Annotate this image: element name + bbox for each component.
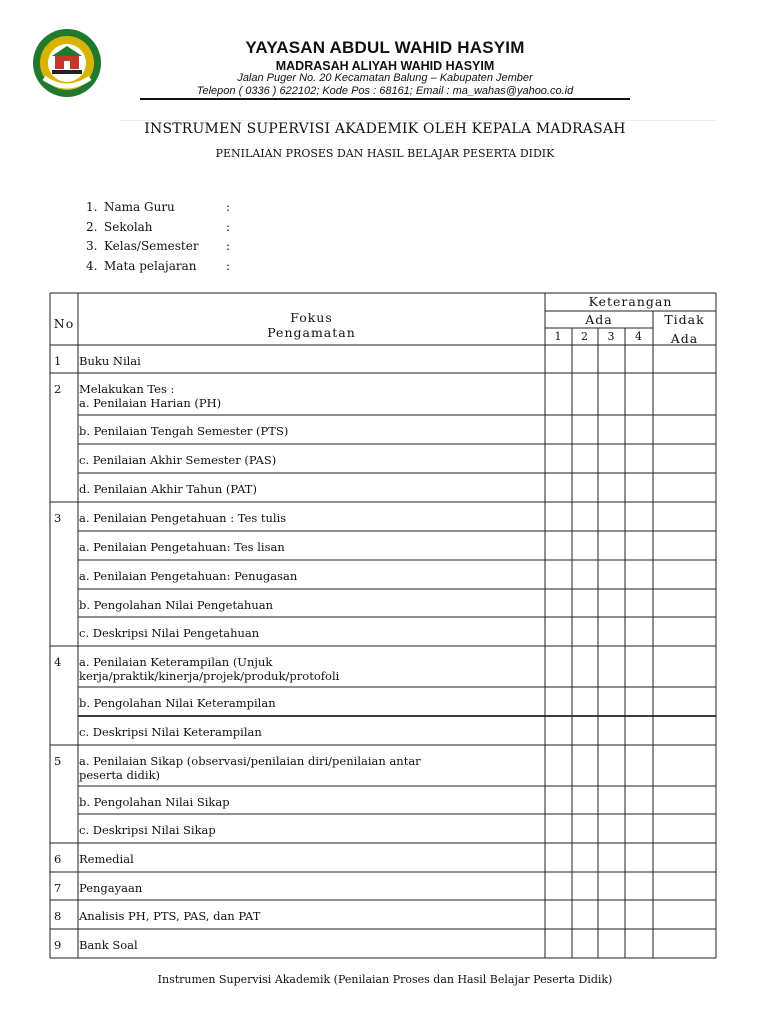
focus-item-text: Melakukan Tes : — [79, 382, 175, 396]
identity-colon: : — [226, 200, 231, 214]
header-no: No — [53, 316, 75, 331]
identity-label: Mata pelajaran — [104, 258, 197, 273]
focus-item-text: b. Penilaian Tengah Semester (PTS) — [79, 424, 289, 438]
focus-item-text: a. Penilaian Pengetahuan: Tes lisan — [79, 540, 285, 554]
focus-item-text: c. Deskripsi Nilai Sikap — [79, 823, 216, 837]
focus-item-text: a. Penilaian Pengetahuan : Tes tulis — [79, 511, 287, 525]
header-score-4: 4 — [635, 330, 643, 343]
identity-colon: : — [226, 219, 231, 234]
school-name: MADRASAH ALIYAH WAHID HASYIM — [275, 59, 495, 73]
focus-item-text: b. Pengolahan Nilai Pengetahuan — [79, 598, 274, 612]
identity-number: 3. — [86, 239, 98, 253]
focus-item-text: a. Penilaian Pengetahuan: Penugasan — [79, 569, 298, 583]
focus-item-text: c. Deskripsi Nilai Keterampilan — [79, 725, 262, 739]
header-ada: Ada — [585, 312, 613, 327]
header-keterangan: Keterangan — [588, 294, 673, 309]
identity-label: Nama Guru — [104, 200, 175, 214]
focus-item-text: kerja/praktik/kinerja/projek/produk/protofoli — [79, 669, 340, 683]
header-score-1: 1 — [554, 330, 563, 343]
header-pengamatan: Pengamatan — [267, 325, 356, 340]
focus-item-text: b. Pengolahan Nilai Sikap — [79, 795, 230, 809]
identity-number: 2. — [86, 219, 98, 234]
header-score-3: 3 — [607, 330, 616, 343]
row-number: 2 — [54, 382, 62, 396]
row-number: 8 — [54, 909, 62, 923]
row-number: 9 — [54, 938, 62, 952]
focus-item-text: a. Penilaian Keterampilan (Unjuk — [79, 655, 273, 669]
focus-item-text: c. Deskripsi Nilai Pengetahuan — [79, 626, 260, 640]
focus-item-text: d. Penilaian Akhir Tahun (PAT) — [79, 482, 257, 496]
header-score-2: 2 — [581, 330, 589, 343]
identity-label: Kelas/Semester — [104, 239, 199, 253]
focus-item-text: Analisis PH, PTS, PAS, dan PAT — [79, 909, 261, 923]
focus-item-text: a. Penilaian Harian (PH) — [79, 396, 222, 410]
identity-colon: : — [226, 258, 231, 273]
row-number: 3 — [54, 511, 62, 525]
focus-item-text: Buku Nilai — [79, 354, 141, 368]
identity-number: 4. — [86, 258, 98, 273]
header-tidak-ada: Ada — [670, 331, 699, 346]
focus-item-text: Remedial — [79, 852, 134, 866]
identity-colon: : — [226, 239, 231, 253]
document-subtitle: PENILAIAN PROSES DAN HASIL BELAJAR PESERTA DIDIK — [215, 147, 555, 160]
focus-item-text: a. Penilaian Sikap (observasi/penilaian diri/penilaian antar — [79, 754, 421, 768]
footer-caption: Instrumen Supervisi Akademik (Penilaian Proses dan Hasil Belajar Peserta Didik) — [157, 973, 613, 986]
header-tidak: Tidak — [664, 312, 705, 327]
row-number: 5 — [54, 754, 62, 768]
header-fokus: Fokus — [290, 310, 333, 325]
focus-item-text: c. Penilaian Akhir Semester (PAS) — [79, 453, 277, 467]
focus-item-text: peserta didik) — [79, 768, 161, 782]
focus-item-text: b. Pengolahan Nilai Keterampilan — [79, 696, 276, 710]
document-title: INSTRUMEN SUPERVISI AKADEMIK OLEH KEPALA MADRASAH — [144, 121, 626, 137]
identity-label: Sekolah — [104, 219, 153, 234]
row-number: 4 — [54, 655, 62, 669]
focus-item-text: Pengayaan — [79, 881, 143, 895]
foundation-name: YAYASAN ABDUL WAHID HASYIM — [245, 38, 525, 57]
identity-number: 1. — [86, 200, 98, 214]
school-contact: Telepon ( 0336 ) 622102; Kode Pos : 68161; Email : ma_wahas@yahoo.co.id — [196, 85, 574, 97]
school-address: Jalan Puger No. 20 Kecamatan Balung – Kabupaten Jember — [237, 72, 533, 84]
focus-item-text: Bank Soal — [79, 938, 138, 952]
row-number: 7 — [54, 881, 62, 895]
row-number: 6 — [54, 852, 62, 866]
row-number: 1 — [54, 354, 62, 368]
